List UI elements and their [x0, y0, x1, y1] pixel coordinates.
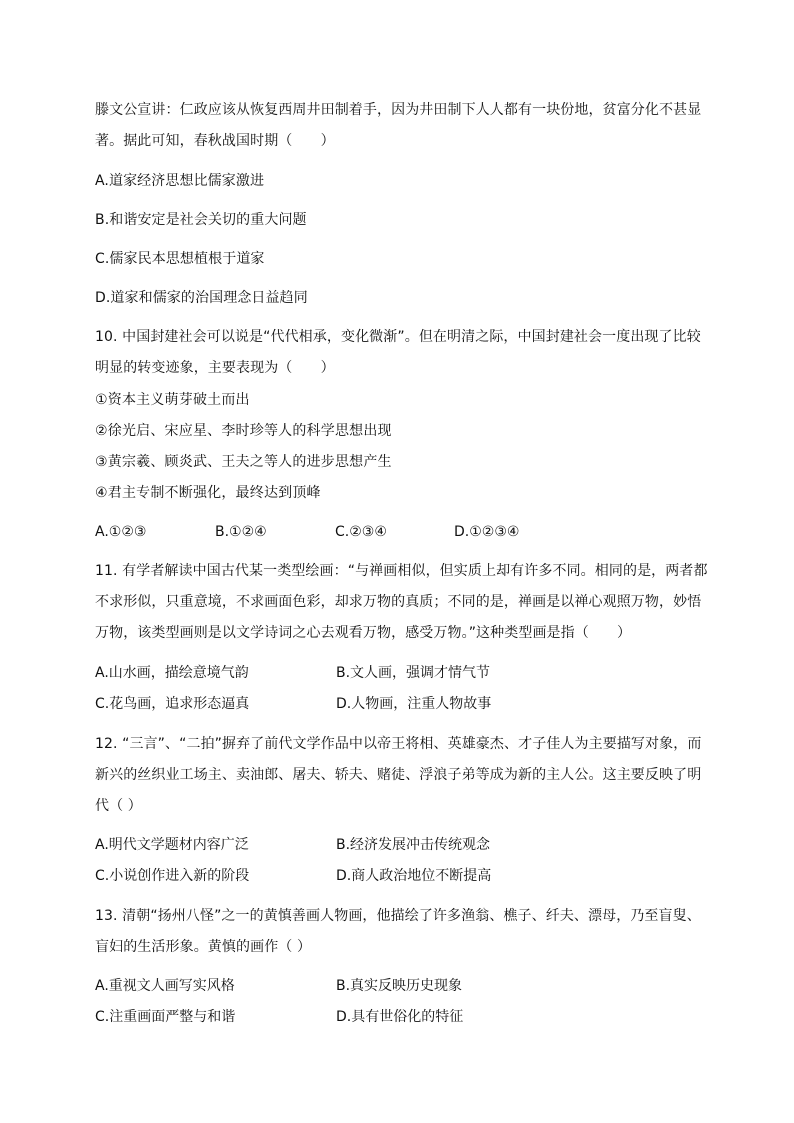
question-10-statement-4: ④君主专制不断强化，最终达到顶峰 [95, 485, 321, 501]
question-13-option-c: C.注重画面严整与和谐 [95, 1009, 236, 1025]
question-10-option-b: B.①②④ [215, 524, 267, 540]
question-12-stem-line-1: 12. “三言”、“二拍”摒弃了前代文学作品中以帝王将相、英雄豪杰、才子佳人为主要描写对象，而 [95, 736, 702, 752]
question-9-option-b: B.和谐安定是社会关切的重大问题 [95, 212, 307, 228]
question-11-option-a: A.山水画，描绘意境气韵 [95, 665, 249, 681]
question-12-stem-line-3: 代（ ） [95, 798, 142, 814]
question-10-statement-1: ①资本主义萌芽破土而出 [95, 392, 250, 408]
question-12-options-row-2 [95, 866, 705, 886]
question-10-stem-line-2: 明显的转变迹象，主要表现为（ ） [95, 360, 335, 376]
question-11-stem-line-2: 不求形似，只重意境，不求画面色彩，却求万物的真质；不同的是，禅画是以禅心观照万物，妙悟 [95, 594, 702, 610]
question-13-options-row-2 [95, 1007, 705, 1027]
question-12-option-c: C.小说创作进入新的阶段 [95, 868, 250, 884]
question-9-option-c: C.儒家民本思想植根于道家 [95, 251, 265, 267]
exam-page [95, 0, 708, 1123]
question-12-option-b: B.经济发展冲击传统观念 [336, 837, 491, 853]
question-9-option-d: D.道家和儒家的治国理念日益趋同 [95, 290, 308, 306]
question-13-options-row-1 [95, 976, 705, 996]
question-10-stem-line-1: 10. 中国封建社会可以说是“代代相承，变化微渐”。但在明清之际，中国封建社会一度出现了比较 [95, 329, 701, 345]
question-12-option-a: A.明代文学题材内容广泛 [95, 837, 249, 853]
question-13-option-d: D.具有世俗化的特征 [336, 1009, 464, 1025]
question-12-stem-line-2: 新兴的丝织业工场主、卖油郎、屠夫、轿夫、赌徒、浮浪子弟等成为新的主人公。这主要反映了明 [95, 767, 702, 783]
question-10-option-a: A.①②③ [95, 524, 147, 540]
question-13-stem-line-1: 13. 清朝“扬州八怪”之一的黄慎善画人物画，他描绘了许多渔翁、樵子、纤夫、漂母，乃至盲叟、 [95, 908, 701, 924]
question-13-option-b: B.真实反映历史现象 [336, 978, 463, 994]
question-10-options [95, 522, 705, 542]
question-13-option-a: A.重视文人画写实风格 [95, 978, 235, 994]
question-11-option-b: B.文人画，强调才情气节 [336, 665, 491, 681]
question-11-options-row-2 [95, 694, 705, 714]
question-11-stem-line-1: 11. 有学者解读中国古代某一类型绘画：“与禅画相似，但实质上却有许多不同。相同的是，两者都 [95, 563, 708, 579]
question-10-statement-3: ③黄宗羲、顾炎武、王夫之等人的进步思想产生 [95, 454, 392, 470]
question-9-option-a: A.道家经济思想比儒家激进 [95, 173, 265, 189]
question-11-option-c: C.花鸟画，追求形态逼真 [95, 696, 250, 712]
question-10-option-d: D.①②③④ [454, 524, 520, 540]
question-12-options-row-1 [95, 835, 705, 855]
question-11-option-d: D.人物画，注重人物故事 [336, 696, 492, 712]
question-11-options-row-1 [95, 663, 705, 683]
question-9-stem-line-1: 滕文公宣讲：仁政应该从恢复西周井田制着手，因为井田制下人人都有一块份地，贫富分化不甚显 [95, 102, 702, 118]
question-9-stem-line-2: 著。据此可知，春秋战国时期（ ） [95, 133, 335, 149]
question-13-stem-line-2: 盲妇的生活形象。黄慎的画作（ ） [95, 939, 312, 955]
question-10-option-c: C.②③④ [335, 524, 387, 540]
question-10-statement-2: ②徐光启、宋应星、李时珍等人的科学思想出现 [95, 423, 392, 439]
question-12-option-d: D.商人政治地位不断提高 [336, 868, 492, 884]
question-11-stem-line-3: 万物，该类型画则是以文学诗词之心去观看万物，感受万物。”这种类型画是指（ ） [95, 625, 632, 641]
